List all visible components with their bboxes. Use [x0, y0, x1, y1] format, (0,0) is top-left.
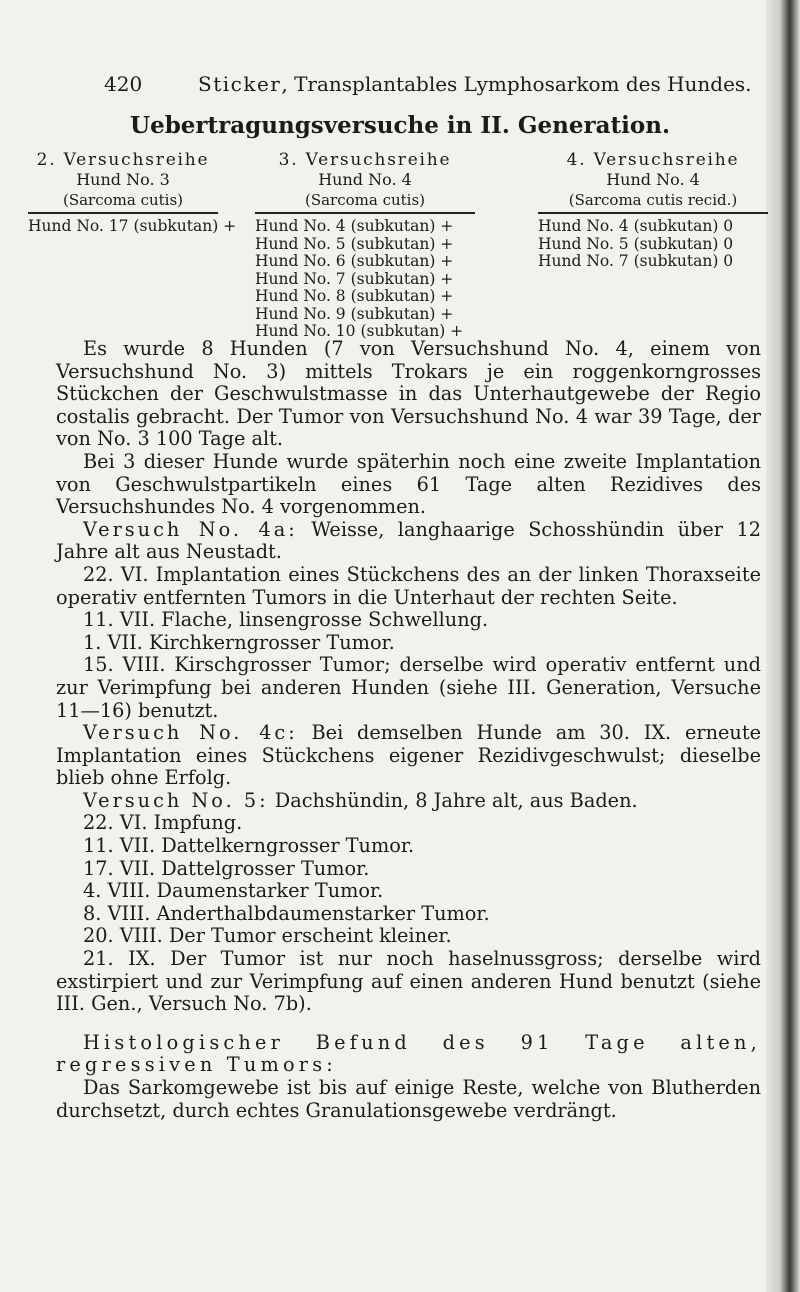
- source-dog: Hund No. 4: [606, 170, 700, 189]
- running-title: Transplantables Lymphosarkom des Hundes.: [294, 72, 752, 96]
- entry-line: Hund No. 10 (subkutan) +: [255, 322, 464, 340]
- paragraph: Bei 3 dieser Hunde wurde späterhin noch eine zweite Implantation von Geschwulstpartikeln eines 61 Tage alten Rezidives des Versuchshundes No. 4 vorgenommen.: [56, 449, 761, 519]
- series-column-4: [538, 150, 768, 271]
- series-column-2: [28, 150, 237, 236]
- author-name: Sticker: [198, 72, 282, 96]
- paragraph: 11. VII. Flache, linsengrosse Schwellung.: [83, 608, 489, 632]
- paragraph: 1. VII. Kirchkerngrosser Tumor.: [83, 630, 395, 654]
- scanned-page-edge: [766, 0, 800, 1292]
- paragraph: 15. VIII. Kirschgrosser Tumor; derselbe wird operativ entfernt und zur Verimpfung bei anderen Hunden (siehe III. Generation, Versuche 11—16) benutzt.: [56, 653, 761, 722]
- column-rule: [255, 212, 475, 214]
- paragraph: Versuch No. 4a: Weisse, langhaarige Schosshündin über 12 Jahre alt aus Neustadt.: [56, 517, 761, 564]
- paragraph: 21. IX. Der Tumor ist nur noch haselnussgross; derselbe wird exstirpiert und zur Verimpfung auf einen anderen Hund benutzt (siehe III. Gen., Versuch No. 7b).: [56, 947, 761, 1016]
- running-head: 420 Sticker, Transplantables Lymphosarkom des Hundes.: [104, 72, 752, 96]
- entry-line: Hund No. 4 (subkutan) +: [255, 217, 454, 235]
- entry-line: Hund No. 8 (subkutan) +: [255, 287, 454, 305]
- series-column-3: [255, 150, 475, 341]
- diagnosis: (Sarcoma cutis): [62, 191, 184, 209]
- histology-heading: Histologischer Befund des 91 Tage alten, regressiven Tumors:: [56, 1030, 761, 1077]
- paragraph: 17. VII. Dattelgrosser Tumor.: [83, 856, 370, 880]
- paragraph: 11. VII. Dattelkerngrosser Tumor.: [83, 834, 415, 858]
- diagnosis: (Sarcoma cutis): [304, 191, 426, 209]
- paragraph: 8. VIII. Anderthalbdaumenstarker Tumor.: [83, 901, 490, 925]
- section-title: Uebertragungsversuche in II. Generation.: [130, 112, 670, 139]
- source-dog: Hund No. 3: [76, 170, 170, 189]
- entry-line: Hund No. 7 (subkutan) 0: [538, 252, 734, 270]
- series-label: 4. Versuchsreihe: [566, 150, 740, 170]
- experiment-label: Versuch No. 4a:: [83, 517, 298, 541]
- column-rule: [538, 212, 768, 214]
- entry-line: Hund No. 5 (subkutan) +: [255, 234, 454, 253]
- page-number: 420: [104, 72, 143, 96]
- paragraph: 4. VIII. Daumenstarker Tumor.: [83, 879, 384, 903]
- paragraph: 20. VIII. Der Tumor erscheint kleiner.: [83, 924, 452, 948]
- entry-line: Hund No. 7 (subkutan) +: [255, 269, 454, 288]
- paragraph: Das Sarkomgewebe ist bis auf einige Reste, welche von Blutherden durchsetzt, durch echtes Granulationsgewebe verdrängt.: [56, 1076, 761, 1122]
- experiment-label: Versuch No. 4c:: [83, 721, 298, 745]
- paragraph: 22. VI. Impfung.: [83, 811, 243, 835]
- entry-line: Hund No. 6 (subkutan) +: [255, 252, 454, 270]
- paragraph: 22. VI. Implantation eines Stückchens des an der linken Thoraxseite operativ entfernten Tumors in die Unterhaut der rechten Seite.: [56, 562, 761, 609]
- experiment-label: Versuch No. 5:: [83, 788, 269, 812]
- body-text: [56, 338, 761, 1122]
- paragraph: Versuch No. 4c: Bei demselben Hunde am 30. IX. erneute Implantation eines Stückchens eigener Rezidivgeschwulst; dieselbe blieb ohne Erfolg.: [56, 721, 761, 790]
- column-rule: [28, 212, 218, 214]
- series-label: 3. Versuchsreihe: [278, 150, 452, 170]
- entry-line: Hund No. 5 (subkutan) 0: [538, 234, 734, 253]
- series-label: 2. Versuchsreihe: [36, 150, 210, 170]
- paragraph: Versuch No. 5: Dachshündin, 8 Jahre alt, aus Baden.: [83, 788, 638, 812]
- diagnosis: (Sarcoma cutis recid.): [568, 191, 738, 209]
- entry-line: Hund No. 9 (subkutan) +: [255, 304, 454, 323]
- entry-line: Hund No. 17 (subkutan) +: [28, 217, 237, 235]
- source-dog: Hund No. 4: [318, 170, 412, 189]
- entry-line: Hund No. 4 (subkutan) 0: [538, 217, 734, 235]
- paragraph: Es wurde 8 Hunden (7 von Versuchshund No. 4, einem von Versuchshund No. 3) mittels Trokars je ein roggenkorngrosses Stückchen der Geschwulstmasse in das Unterhautgewebe der Regio costalis gebracht. Der Tumor von Versuchshund No. 4 war 39 Tage, der von No. 3 100 Tage alt.: [56, 337, 761, 451]
